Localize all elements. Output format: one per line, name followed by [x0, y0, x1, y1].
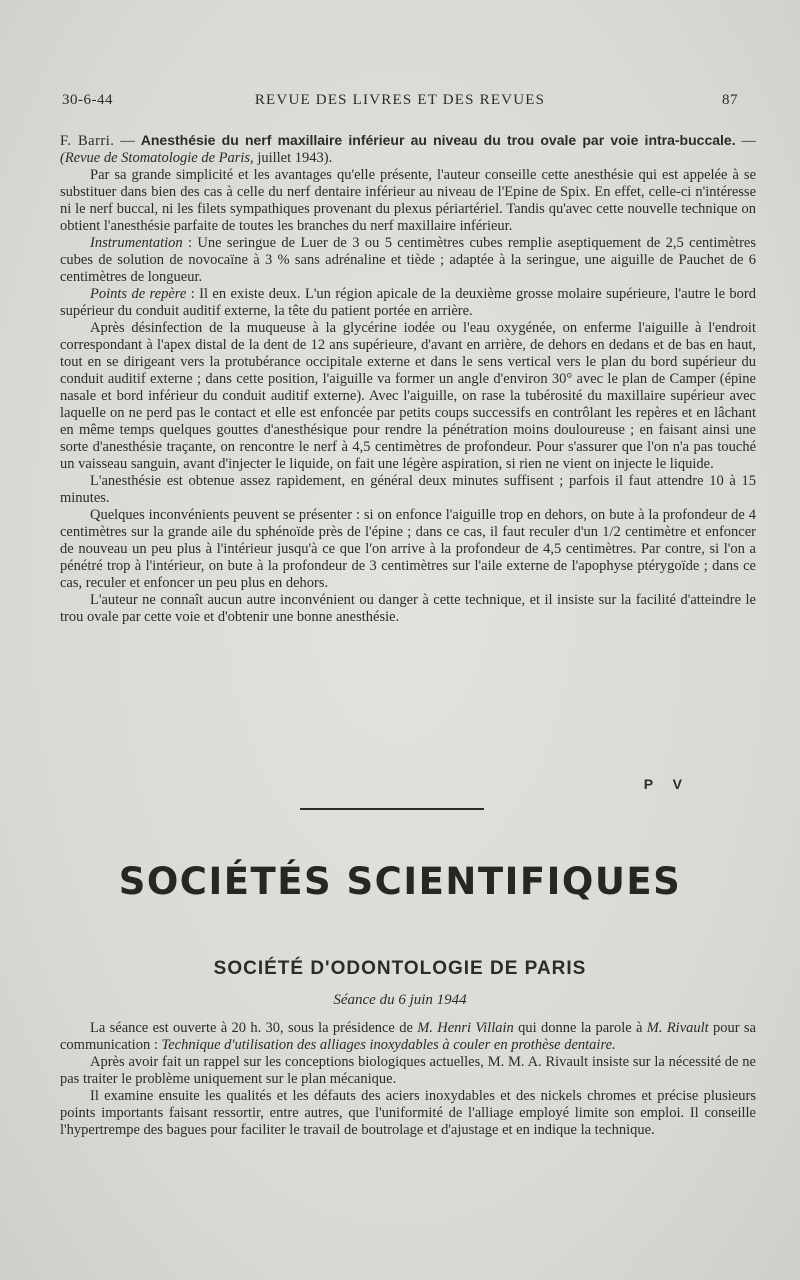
- article-paragraph: Par sa grande simplicité et les avantages qu'elle présente, l'auteur conseille cette anesthésie qui est appelée à se substituer dans bien des cas à celle du nerf dentaire inférieur au niveau de l'Epine de Spix. En effet, celle-ci n'intéresse ni le nerf buccal, ni les filets sympathiques provenant du plexus périartériel. Tandis qu'avec cette nouvelle technique on obtient l'anesthésie parfaite de toutes les branches du nerf maxillaire inférieur.: [60, 167, 756, 234]
- article-source: (Revue de Stomatologie de Paris,: [60, 150, 254, 166]
- article-paragraph: L'auteur ne connaît aucun autre inconvénient ou danger à cette technique, et il insiste sur la facilité d'atteindre le trou ovale par cette voie et d'obtenir une bonne anesthésie.: [60, 592, 756, 625]
- report-paragraph: Il examine ensuite les qualités et les défauts des aciers inoxydables et des nickels chromes et précise plusieurs points importants faisant ressortir, entre autres, que l'uniformité de l'alliage employé limite son emploi. Il conseille l'hypertrempe des bagues pour faciliter le travail de boutrolage et d'ajustage et en indique la technique.: [60, 1088, 756, 1138]
- paragraph-label: Instrumentation: [90, 235, 183, 251]
- article-date: juillet 1943).: [253, 150, 333, 166]
- paragraph-text: : Il en existe deux. L'un région apicale de la deuxième grosse molaire supérieure, l'autre le bord supérieur du conduit auditif externe, la tête du patient portée en arrière.: [60, 286, 756, 319]
- report-paragraph: [60, 1020, 756, 1054]
- society-report: [60, 1020, 756, 1139]
- page-number: 87: [722, 92, 738, 108]
- report-text: La séance est ouverte à 20 h. 30, sous la présidence de: [90, 1020, 418, 1036]
- reference-dash-2: —: [735, 133, 757, 149]
- article-paragraph: Après désinfection de la muqueuse à la glycérine iodée ou l'eau oxygénée, on enferme l'aiguille à l'endroit correspondant à l'apex distal de la dent de 12 ans supérieure, d'avant en arrière, de dehors en dedans et de bas en haut, tout en se dirigeant vers la protubérance occipitale externe et dans le sens vertical vers le plan du bord supérieur du conduit auditif externe ; dans cette position, l'aiguille va former un angle d'environ 30° avec le plan de Camper (épine nasale et bord inférieur du conduit auditif externe). Avec l'aiguille, on rase la tubérosité du maxillaire supérieur avec laquelle on ne perd pas le contact et elle est enfoncée par petits coups successifs en contrôlant les repères et en lâchant en même temps quelques gouttes d'anesthésique pour rendre la pénétration moins douloureuse ; en faisant ainsi une sorte d'anesthésie traçante, on rencontre le nerf à 4,5 centimètres de profondeur. Pour s'assurer que l'on n'a pas touché un vaisseau sanguin, avant d'injecter le liquide, on fait une légère aspiration, si rien ne vient on injecte le liquide.: [60, 320, 756, 472]
- article-author: F. Barri.: [60, 133, 115, 149]
- article-paragraph: [60, 286, 756, 320]
- article-signature: P V: [643, 776, 690, 792]
- page-header: [62, 92, 738, 112]
- header-date: 30-6-44: [62, 92, 113, 108]
- president-name: M. Henri Villain: [417, 1020, 514, 1036]
- article-reference: [60, 132, 756, 167]
- section-title: SOCIÉTÉS SCIENTIFIQUES: [118, 860, 682, 903]
- report-text: pour sa communication :: [60, 1020, 756, 1053]
- article-title: Anesthésie du nerf maxillaire inférieur au niveau du trou ovale par voie intra-buccale.: [140, 132, 736, 148]
- article-paragraph: Quelques inconvénients peuvent se présenter : si on enfonce l'aiguille trop en dehors, on bute à la profondeur de 4 centimètres sur la grande aile du sphénoïde près de l'épine ; dans ce cas, il faut reculer d'un 1/2 centimètre et enfoncer de nouveau un peu plus à l'intérieur jusqu'à ce que l'on arrive à la profondeur de 4,5 centimètres. Par contre, si l'on a pénétré trop à l'intérieur, on bute à la profondeur de 3 centimètres sur l'aile externe de l'apophyse ptérygoïde ; dans ce cas, reculer et enfoncer un peu plus en dehors.: [60, 507, 756, 591]
- communication-topic: Technique d'utilisation des alliages inoxydables à couler en prothèse dentaire.: [161, 1037, 616, 1053]
- society-title: SOCIÉTÉ D'ODONTOLOGIE DE PARIS: [213, 958, 587, 979]
- article-paragraph: [60, 235, 756, 286]
- section-divider: [300, 808, 484, 810]
- paragraph-label: Points de repère: [90, 286, 187, 302]
- seance-date: Séance du 6 juin 1944: [333, 992, 467, 1008]
- reference-dash: —: [114, 133, 141, 149]
- article-paragraph: L'anesthésie est obtenue assez rapidement, en général deux minutes suffisent ; parfois il faut attendre 10 à 15 minutes.: [60, 473, 756, 506]
- speaker-name: M. Rivault: [646, 1020, 709, 1036]
- paragraph-text: : Une seringue de Luer de 3 ou 5 centimètres cubes remplie aseptiquement de 2,5 centimètres cubes de solution de novocaïne à 3 % sans adrénaline et tiède ; adaptée à la seringue, une aiguille de Pauchet de 6 centimètres de longueur.: [60, 235, 756, 285]
- running-title: REVUE DES LIVRES ET DES REVUES: [254, 92, 546, 108]
- review-article: [60, 132, 756, 626]
- report-text: qui donne la parole à: [513, 1020, 647, 1036]
- report-paragraph: Après avoir fait un rappel sur les conceptions biologiques actuelles, M. M. A. Rivault insiste sur la nécessité de ne pas traiter le problème uniquement sur le plan mécanique.: [60, 1054, 756, 1087]
